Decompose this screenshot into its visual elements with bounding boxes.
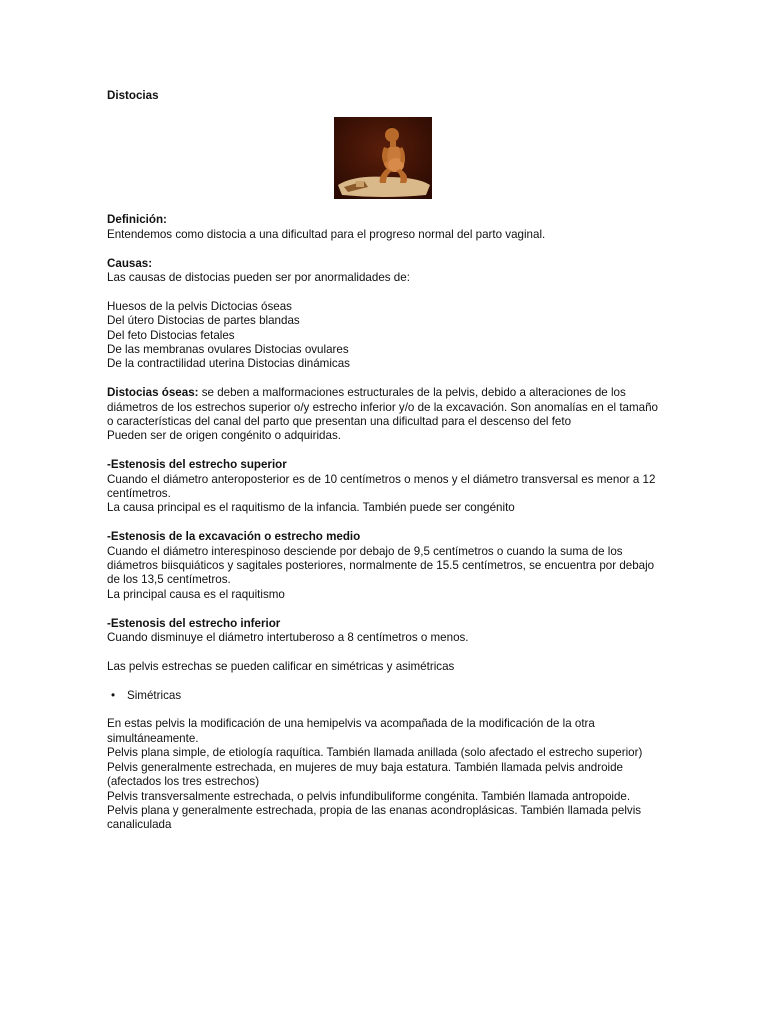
simetricas-line: Pelvis transversalmente estrechada, o pelvis infundibuliforme congénita. También llamada antropoide. [107, 789, 631, 803]
causas-text: Las causas de distocias pueden ser por anormalidades de: [107, 271, 410, 285]
list-item: De las membranas ovulares Distocias ovulares [107, 343, 349, 357]
causas-heading: Causas: [107, 256, 153, 270]
medio-text: Cuando el diámetro interespinoso desciende por debajo de 9,5 centímetros o cuando la suma de los diámetros biisquiáticos y sagitales posteriores, normalmente de 15.5 centímetros, se encuentra por debajo de los 13,5 centímetros. [107, 544, 655, 587]
superior-cause: La causa principal es el raquitismo de la infancia. También puede ser congénito [107, 501, 515, 515]
oseas-text: se deben a malformaciones estructurales de la pelvis, debido a alteraciones de los diámetros de los estrechos superior o/y estrecho inferior y/o de la excavación. Son anomalías en el tamaño o características del canal del parto que presentan una dificultad para el descenso del feto [107, 386, 658, 429]
pregnant-woman-figurine-photo [334, 117, 432, 199]
list-item: Del útero Distocias de partes blandas [107, 314, 300, 328]
document-title: Distocias [107, 89, 159, 102]
superior-heading: -Estenosis del estrecho superior [107, 458, 287, 472]
medio-cause: La principal causa es el raquitismo [107, 587, 285, 601]
list-item: De la contractilidad uterina Distocias dinámicas [107, 357, 350, 371]
definicion-text: Entendemos como distocia a una dificultad para el progreso normal del parto vaginal. [107, 227, 546, 241]
estrecho-inferior-section [107, 617, 667, 646]
definicion-heading: Definición: [107, 213, 167, 227]
estrecho-medio-section [107, 530, 667, 602]
bullet-list [107, 689, 667, 703]
simetricas-line: Pelvis plana simple, de etiología raquítica. También llamada anillada (solo afectado el estrecho superior) [107, 746, 643, 760]
oseas-heading: Distocias óseas: [107, 386, 199, 400]
superior-text: Cuando el diámetro anteroposterior es de 10 centímetros o menos y el diámetro transversal es menor a 12 centímetros. [107, 472, 656, 501]
causas-list [107, 300, 667, 372]
causas-section [107, 257, 667, 286]
simetricas-line: En estas pelvis la modificación de una hemipelvis va acompañada de la modificación de la otra simultáneamente. [107, 717, 595, 745]
list-item: Del feto Distocias fetales [107, 328, 235, 342]
simetricas-line: Pelvis generalmente estrechada, en mujeres de muy baja estatura. También llamada pelvis androide (afectados los tres estrechos) [107, 760, 624, 789]
document-body [107, 89, 667, 847]
simetricas-section [107, 717, 667, 832]
inferior-text: Cuando disminuye el diámetro intertuberoso a 8 centímetros o menos. [107, 631, 469, 645]
oseas-origin: Pueden ser de origen congénito o adquiridas. [107, 429, 341, 443]
medio-heading: -Estenosis de la excavación o estrecho medio [107, 530, 361, 544]
estrecho-superior-section [107, 458, 667, 516]
simetricas-line: Pelvis plana y generalmente estrechada, propia de las enanas acondroplásicas. También llamada pelvis canaliculada [107, 803, 642, 832]
inferior-heading: -Estenosis del estrecho inferior [107, 616, 281, 630]
clasificacion-text: Las pelvis estrechas se pueden calificar en simétricas y asimétricas [107, 659, 455, 673]
definicion-section [107, 213, 667, 242]
distocias-oseas-section [107, 386, 667, 444]
list-item: Huesos de la pelvis Dictocias óseas [107, 299, 292, 313]
bullet-item-simetricas: • Simétricas [107, 689, 667, 703]
